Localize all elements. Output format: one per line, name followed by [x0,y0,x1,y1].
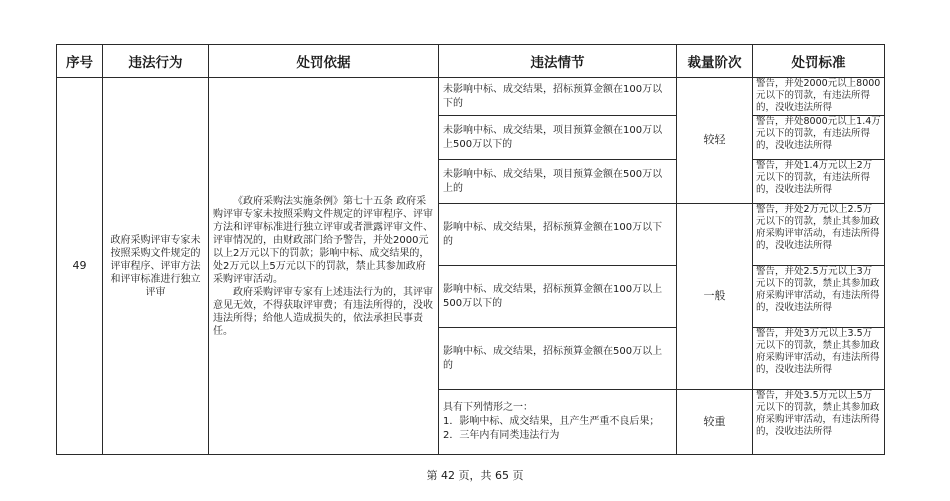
header-circumstance: 违法情节 [439,45,677,78]
circumstance-7 [439,390,677,455]
header-basis: 处罚依据 [209,45,439,78]
header-row [57,45,885,78]
row-act: 政府采购评审专家未按照采购文件规定的评审程序、评审方法和评审标准进行独立评审 [103,78,209,455]
penalty-6-text: 警告，并处3万元以上3.5万元以下的罚款，禁止其参加政府采购评审活动，有违法所得的，没收违法所得 [756,328,880,375]
penalty-2 [753,116,885,160]
penalty-2-text: 警告，并处8000元以上1.4万元以下的罚款，有违法所得的，没收违法所得 [756,116,881,151]
header-seq: 序号 [57,45,103,78]
penalty-5 [753,266,885,328]
header-level: 裁量阶次 [677,45,753,78]
penalty-7 [753,390,885,455]
penalty-table [56,44,885,455]
circumstance-2: 未影响中标、成交结果，项目预算金额在100万以上500万以下的 [439,116,677,160]
penalty-6 [753,328,885,390]
circumstance-4: 影响中标、成交结果，招标预算金额在100万以下的 [439,204,677,266]
table-row [57,78,885,116]
circumstance-3: 未影响中标、成交结果，项目预算金额在500万以上的 [439,160,677,204]
penalty-5-text: 警告，并处2.5万元以上3万元以下的罚款，禁止其参加政府采购评审活动，有违法所得的，没收违法所得 [756,266,880,313]
circumstance-7-line-2: 1．影响中标、成交结果，且产生严重不良后果； [443,416,660,427]
circumstance-5: 影响中标、成交结果，招标预算金额在100万以上500万以下的 [439,266,677,328]
penalty-3-text: 警告，并处1.4万元以上2万元以下的罚款，有违法所得的，没收违法所得 [756,160,873,195]
level-light: 较轻 [677,78,753,204]
penalty-4-text: 警告，并处2万元以上2.5万元以下的罚款，禁止其参加政府采购评审活动，有违法所得的，没收违法所得 [756,204,880,251]
row-seq: 49 [57,78,103,455]
basis-paragraph-2: 政府采购评审专家有上述违法行为的，其评审意见无效，不得获取评审费；有违法所得的，没收违法所得；给他人造成损失的，依法承担民事责任。 [213,286,433,337]
penalty-3 [753,160,885,204]
circumstance-7-line-1: 具有下列情形之一： [443,402,533,413]
page-footer: 第 42 页，共 65 页 [426,469,524,482]
header-standard: 处罚标准 [753,45,885,78]
penalty-1-text: 警告，并处2000元以上8000元以下的罚款，有违法所得的，没收违法所得 [756,78,881,113]
level-heavy: 较重 [677,390,753,455]
penalty-7-text: 警告，并处3.5万元以上5万元以下的罚款，禁止其参加政府采购评审活动，有违法所得的，没收违法所得 [756,390,880,437]
penalty-4 [753,204,885,266]
circumstance-6: 影响中标、成交结果，招标预算金额在500万以上的 [439,328,677,390]
header-act: 违法行为 [103,45,209,78]
circumstance-7-line-3: 2．三年内有同类违法行为 [443,430,560,441]
penalty-1 [753,78,885,116]
row-basis [209,78,439,455]
basis-paragraph-1: 《政府采购法实施条例》第七十五条 政府采购评审专家未按照采购文件规定的评审程序、评审方法和评审标准进行独立评审或者泄露评审文件、评审情况的，由财政部门给予警告，并处2000元以上2万元以下的罚款；影响中标、成交结果的，处2万元以上5万元以下的罚款，禁止其参加政府采购评审活动。 [213,195,433,285]
level-general: 一般 [677,204,753,390]
circumstance-1: 未影响中标、成交结果，招标预算金额在100万以下的 [439,78,677,116]
